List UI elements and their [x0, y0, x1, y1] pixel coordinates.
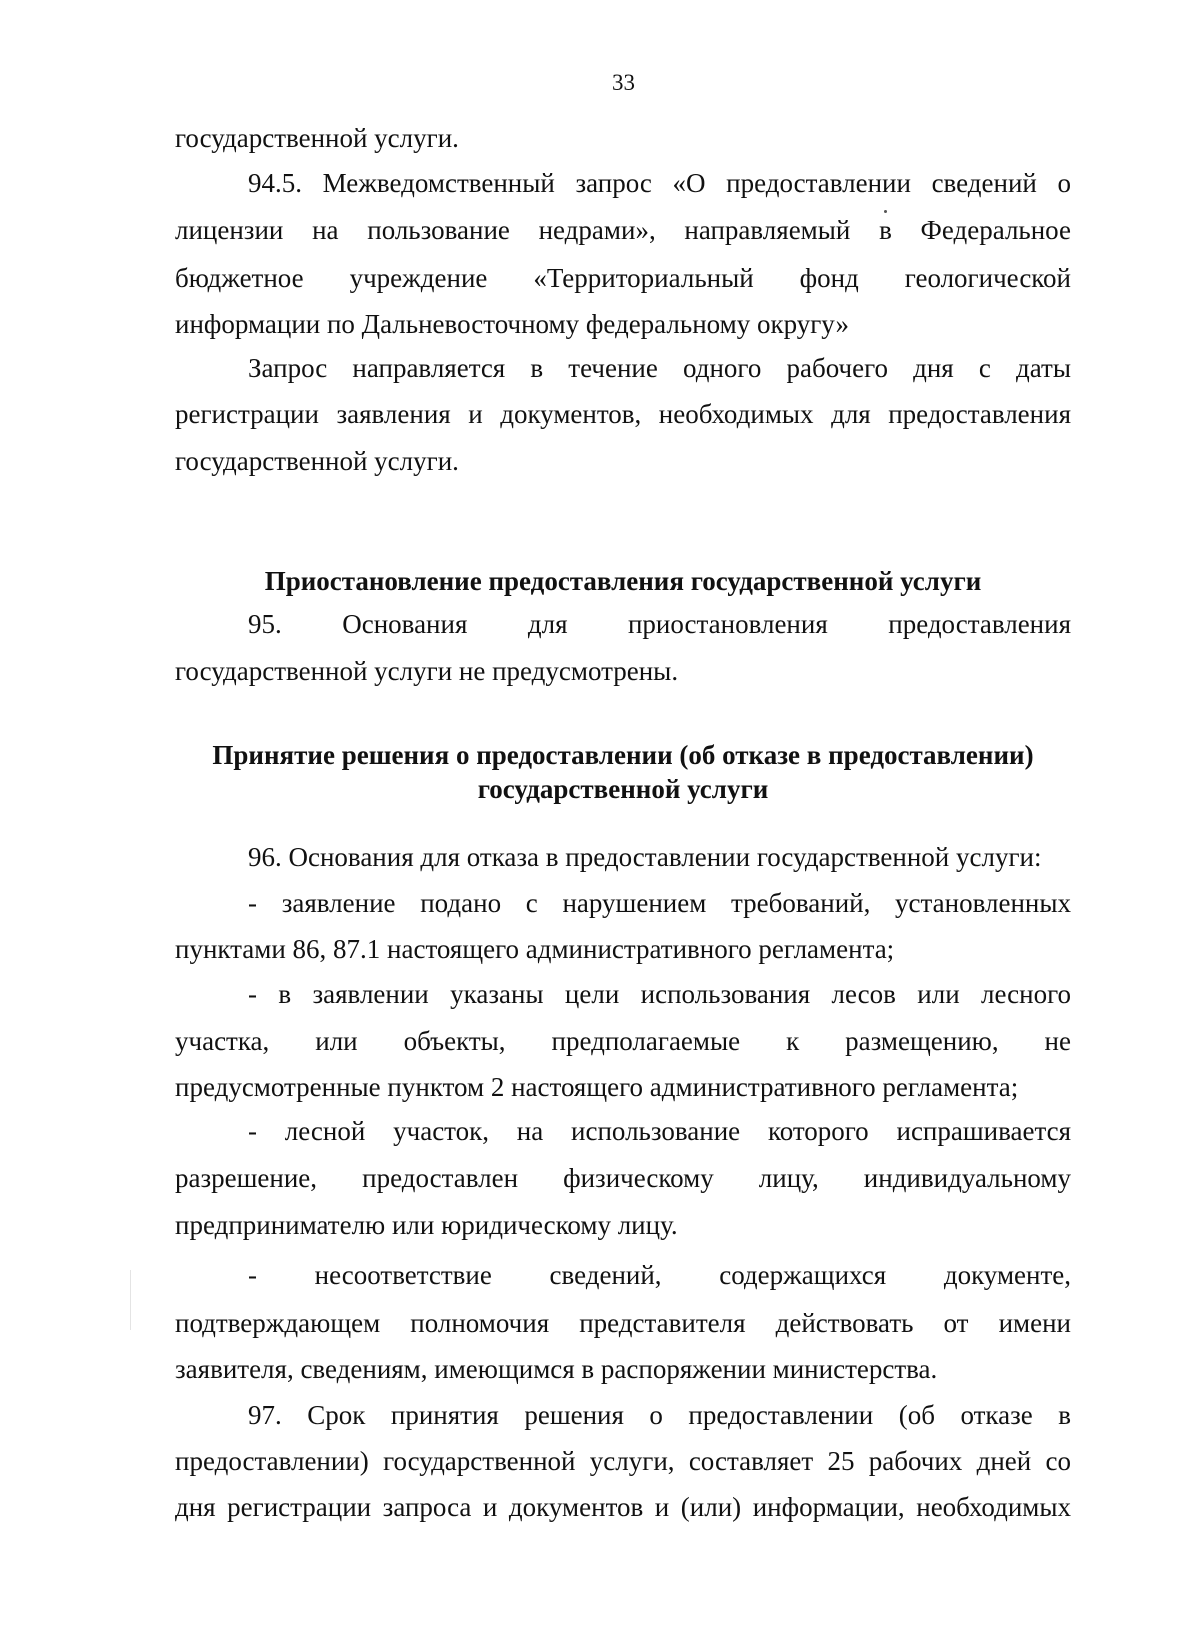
text-line: предоставлении) государственной услуги, составляет 25 рабочих дней со: [175, 1446, 1071, 1476]
paragraph-95-line: 95. Основания для приостановления предоставления: [248, 609, 1071, 639]
text-line: заявителя, сведениям, имеющимся в распоряжении министерства.: [175, 1354, 938, 1384]
page-number: 33: [612, 70, 635, 95]
section-heading-decision-line2: государственной услуги: [477, 774, 769, 804]
text-line: участка, или объекты, предполагаемые к размещению, не: [175, 1026, 1071, 1056]
text-line: государственной услуги не предусмотрены.: [175, 656, 679, 686]
text-line: лицензии на пользование недрами», направляемый в Федеральное: [175, 215, 1071, 245]
paragraph-96-line: 96. Основания для отказа в предоставлении государственной услуги:: [248, 842, 1042, 872]
text-line: подтверждающем полномочия представителя действовать от имени: [175, 1308, 1071, 1338]
text-line: разрешение, предоставлен физическому лицу, индивидуальному: [175, 1163, 1071, 1193]
paragraph-97-line: 97. Срок принятия решения о предоставлении (об отказе в: [248, 1400, 1071, 1430]
scan-margin-mark: [130, 1270, 131, 1330]
paragraph-line: Запрос направляется в течение одного рабочего дня с даты: [248, 353, 1071, 383]
list-item-line: - заявление подано с нарушением требований, установленных: [248, 888, 1071, 918]
section-heading-decision: Принятие решения о предоставлении (об отказе в предоставлении): [212, 740, 1034, 770]
list-item-line: - несоответствие сведений, содержащихся документе,: [248, 1260, 1071, 1290]
section-heading-suspension: Приостановление предоставления государственной услуги: [264, 566, 982, 596]
scan-speck: [884, 210, 887, 213]
list-item-line: - в заявлении указаны цели использования лесов или лесного: [248, 979, 1071, 1009]
text-line: государственной услуги.: [175, 123, 459, 153]
text-line: дня регистрации запроса и документов и (или) информации, необходимых: [175, 1492, 1071, 1522]
paragraph-94-5-line: 94.5. Межведомственный запрос «О предоставлении сведений о: [248, 168, 1071, 198]
text-line: регистрации заявления и документов, необходимых для предоставления: [175, 399, 1071, 429]
text-line: бюджетное учреждение «Территориальный фонд геологической: [175, 263, 1071, 293]
text-line: предпринимателю или юридическому лицу.: [175, 1210, 678, 1240]
text-line: предусмотренные пунктом 2 настоящего административного регламента;: [175, 1072, 1019, 1102]
text-line: информации по Дальневосточному федеральному округу»: [175, 309, 849, 339]
list-item-line: - лесной участок, на использование которого испрашивается: [248, 1116, 1071, 1146]
text-line: пунктами 86, 87.1 настоящего административного регламента;: [175, 934, 895, 964]
text-line: государственной услуги.: [175, 446, 459, 476]
